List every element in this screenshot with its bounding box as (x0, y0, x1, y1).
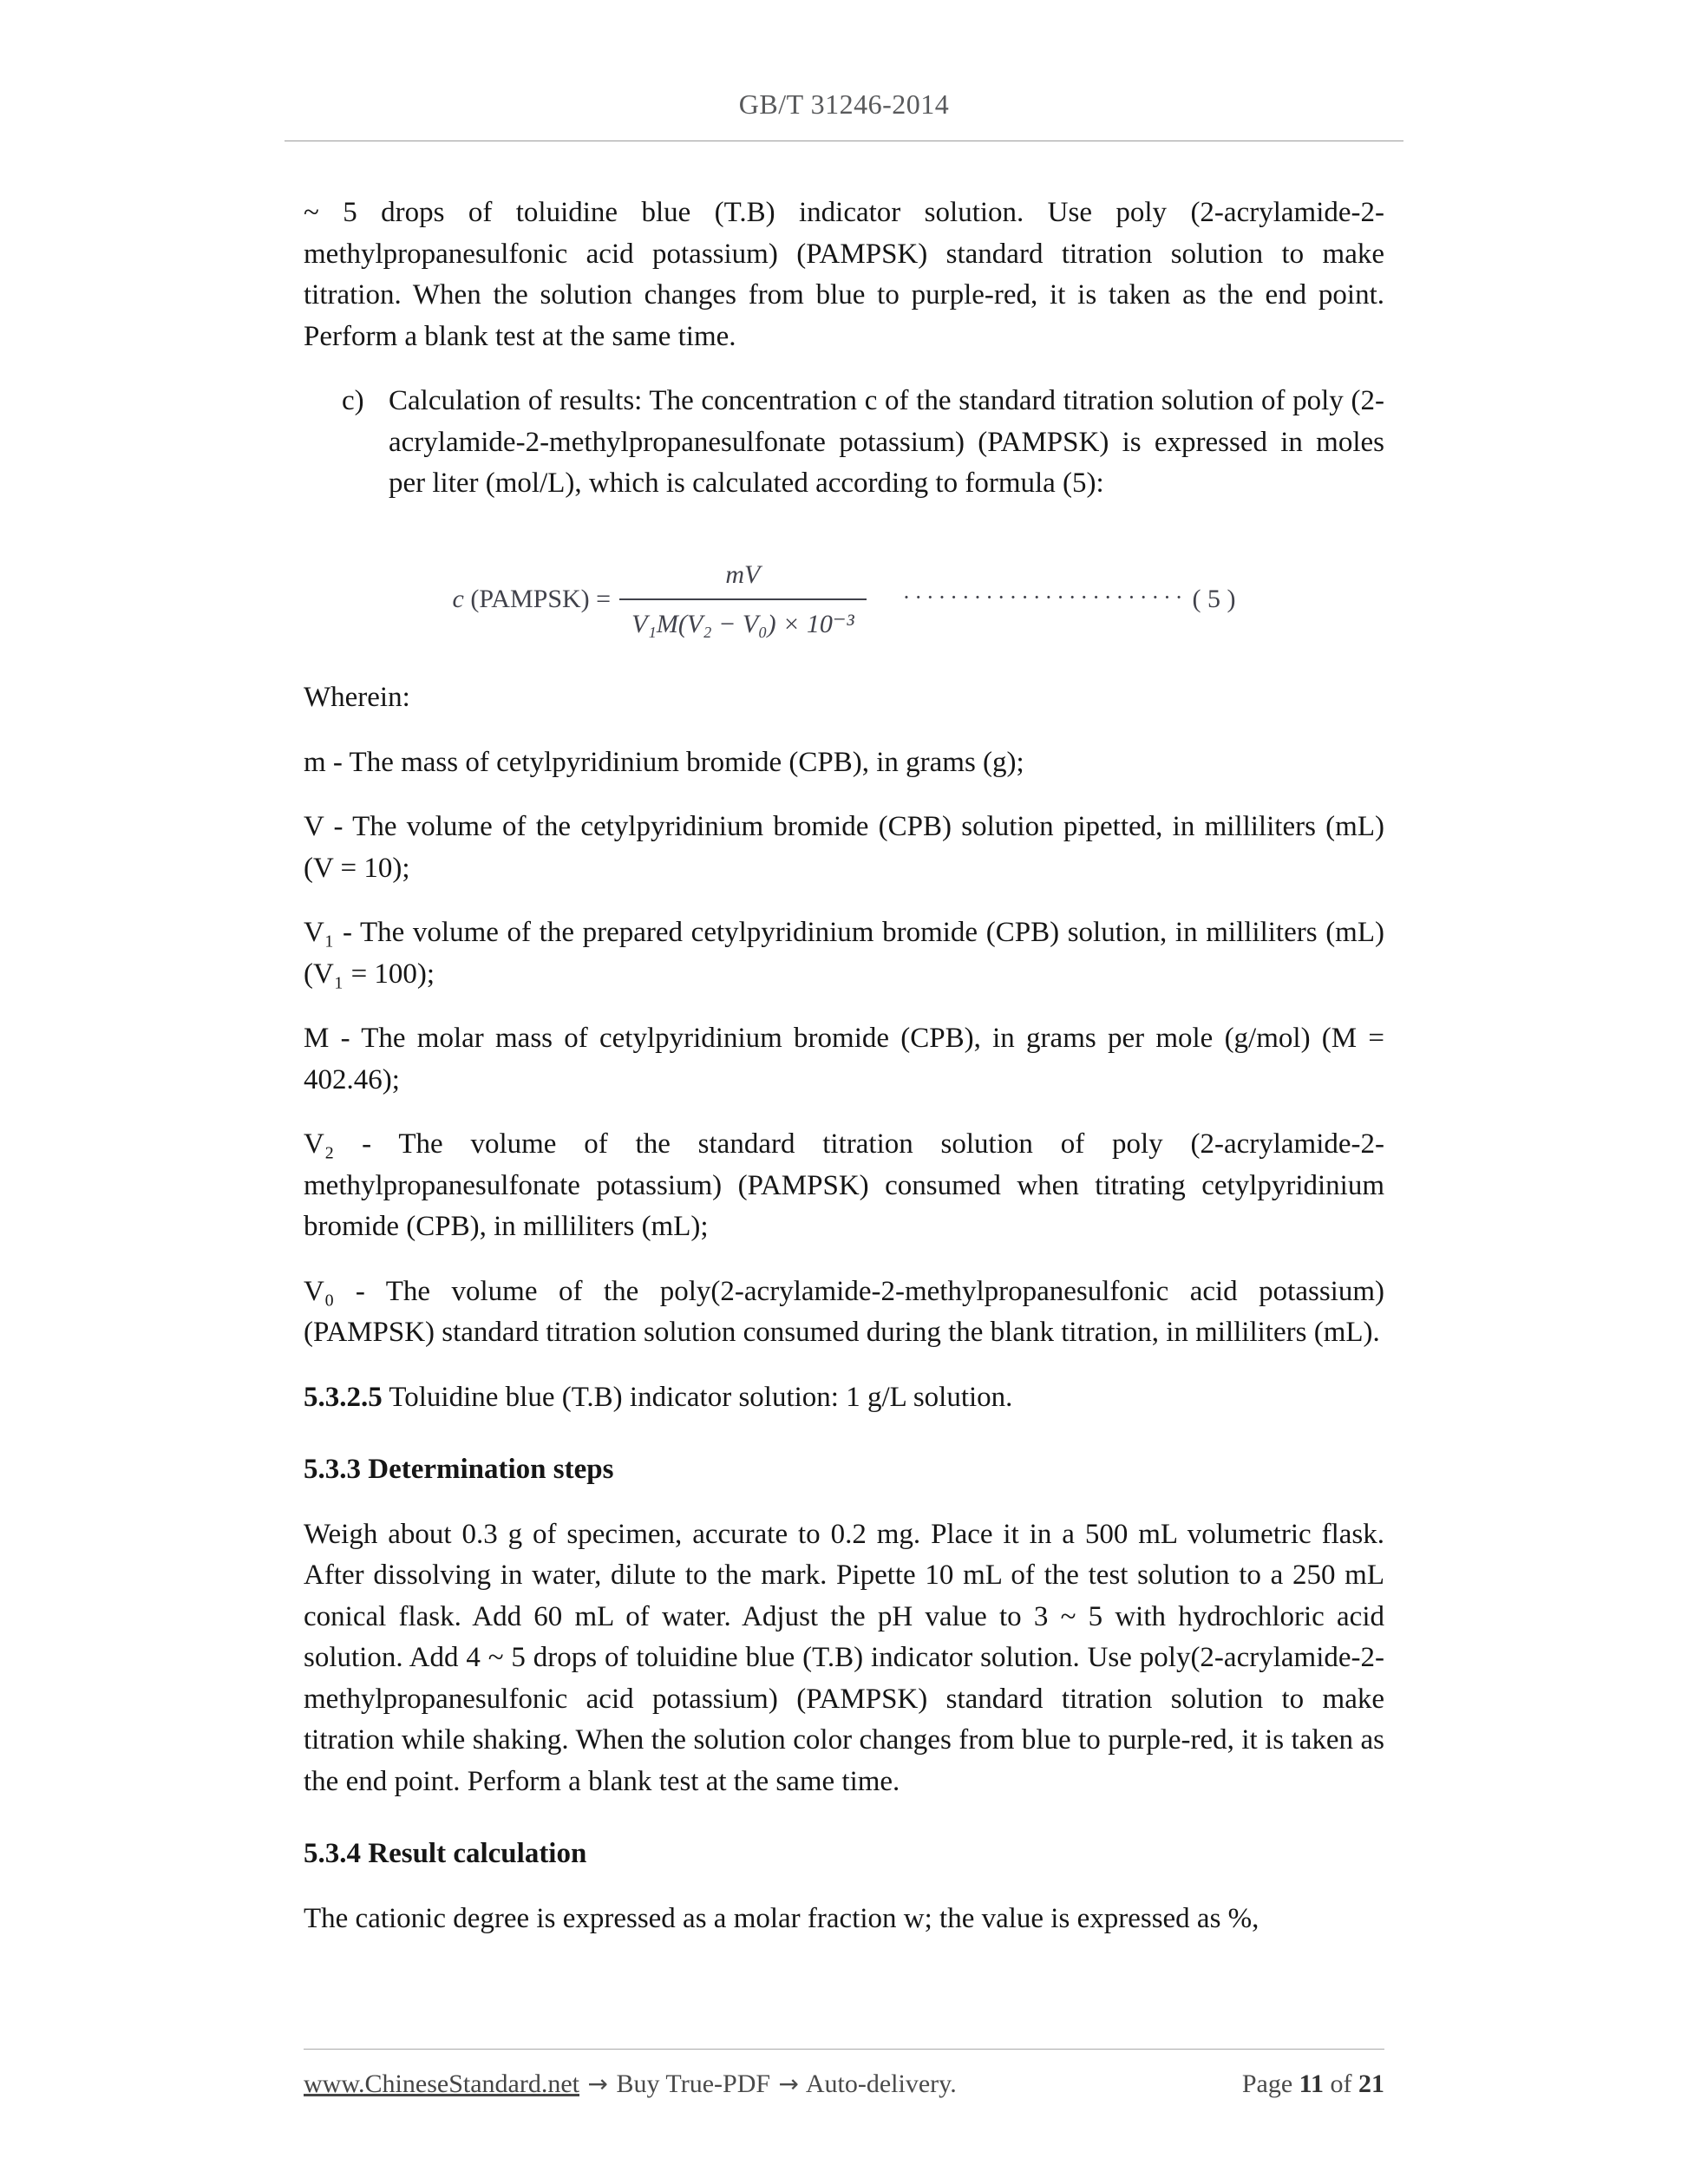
formula-variable-c: c (452, 585, 464, 614)
right-arrow-icon: → (587, 2070, 608, 2098)
page-footer (304, 2070, 1384, 2099)
page-number (1242, 2070, 1384, 2099)
clause-number: 5.3.2.5 (304, 1381, 383, 1413)
page-content (304, 193, 1384, 1963)
page-total: 21 (1358, 2070, 1384, 2098)
footer-buy-text: Buy True-PDF (616, 2070, 771, 2098)
paragraph-result-calculation: The cationic degree is expressed as a molar fraction w; the value is expressed as %, (304, 1902, 1259, 1934)
page-label: Page (1241, 2070, 1293, 2098)
heading-result-calculation: 5.3.4 Result calculation (304, 1838, 587, 1870)
footer-divider (304, 2049, 1384, 2050)
clause-5-3-2-5 (304, 1377, 1384, 1419)
wherein-label: Wherein: (304, 681, 410, 713)
formula-number: ( 5 ) (1192, 585, 1236, 614)
footer-source (304, 2070, 958, 2099)
definition-molar-mass: M - The molar mass of cetylpyridinium bromide (CPB), in grams per mole (g/mol) (M = 402.46); (304, 1023, 1384, 1095)
page-current: 11 (1299, 2070, 1324, 2098)
formula-fraction (619, 556, 867, 643)
heading-determination-steps: 5.3.3 Determination steps (304, 1454, 614, 1486)
definition-m: m - The mass of cetylpyridinium bromide (CPB), in grams (g); (304, 746, 1024, 778)
page-header (0, 88, 1688, 121)
list-item-label: c) (342, 385, 364, 417)
website-link[interactable]: www.ChineseStandard.net (304, 2070, 579, 2098)
list-item-text: Calculation of results: The concentration c of the standard titration solution of poly (2-acrylamide-2-methylpropanesulfonate potassium) (PAMPSK) is expressed in moles per liter (mol/L), which is calculated according to formula (5): (389, 385, 1384, 500)
list-item-c (342, 381, 1384, 528)
page-of-label: of (1330, 2070, 1352, 2098)
definition-v2: V₂ - The volume of the standard titration solution of poly (2-acrylamide-2-methylpropanesulfonate potassium) (PAMPSK) consumed when titrating cetylpyridinium bromide (CPB), in milliliters (mL); (304, 1128, 1384, 1243)
definition-v0: V₀ - The volume of the poly(2-acrylamide-2-methylpropanesulfonic acid potassium) (PAMPSK) standard titration solution consumed during the blank titration, in milliliters (mL). (304, 1275, 1384, 1349)
formula-denominator: V₁M(V₂ − V₀) × 10⁻³ (619, 598, 867, 643)
clause-text: Toluidine blue (T.B) indicator solution: 1 g/L solution. (389, 1381, 1013, 1413)
definition-v1: V₁ - The volume of the prepared cetylpyridinium bromide (CPB) solution, in milliliters (mL) (V₁ = 100); (304, 917, 1384, 990)
formula-numerator: mV (725, 559, 761, 589)
paragraph-determination-steps: Weigh about 0.3 g of specimen, accurate to 0.2 mg. Place it in a 500 mL volumetric flask. After dissolving in water, dilute to the mark. Pipette 10 mL of the test solution to a 250 mL conical flask. Add 60 mL of water. Adjust the pH value to 3 ~ 5 with hydrochloric acid solution. Add 4 ~ 5 drops of toluidine blue (T.B) indicator solution. Use poly(2-acrylamide-2-methylpropanesulfonic acid potassium) (PAMPSK) standard titration solution to make titration while shaking. When the solution color changes from blue to purple-red, it is taken as the end point. Perform a blank test at the same time. (304, 1518, 1384, 1797)
definition-v: V - The volume of the cetylpyridinium bromide (CPB) solution pipetted, in milliliters (mL) (V = 10); (304, 811, 1384, 884)
right-arrow-icon: → (778, 2070, 800, 2098)
footer-delivery-text: Auto-delivery. (805, 2070, 957, 2098)
formula-5 (304, 556, 1384, 643)
paragraph-continuation: ~ 5 drops of toluidine blue (T.B) indicator solution. Use poly (2-acrylamide-2-methylpropanesulfonic acid potassium) (PAMPSK) standard titration solution to make titration. When the solution changes from blue to purple-red, it is taken as the end point. Perform a blank test at the same time. (304, 197, 1384, 352)
formula-dot-leader: ························ (902, 585, 1187, 611)
formula-lhs-rest: (PAMPSK) = (470, 585, 612, 614)
standard-number: GB/T 31246-2014 (738, 88, 950, 120)
formula-lhs (453, 580, 612, 618)
